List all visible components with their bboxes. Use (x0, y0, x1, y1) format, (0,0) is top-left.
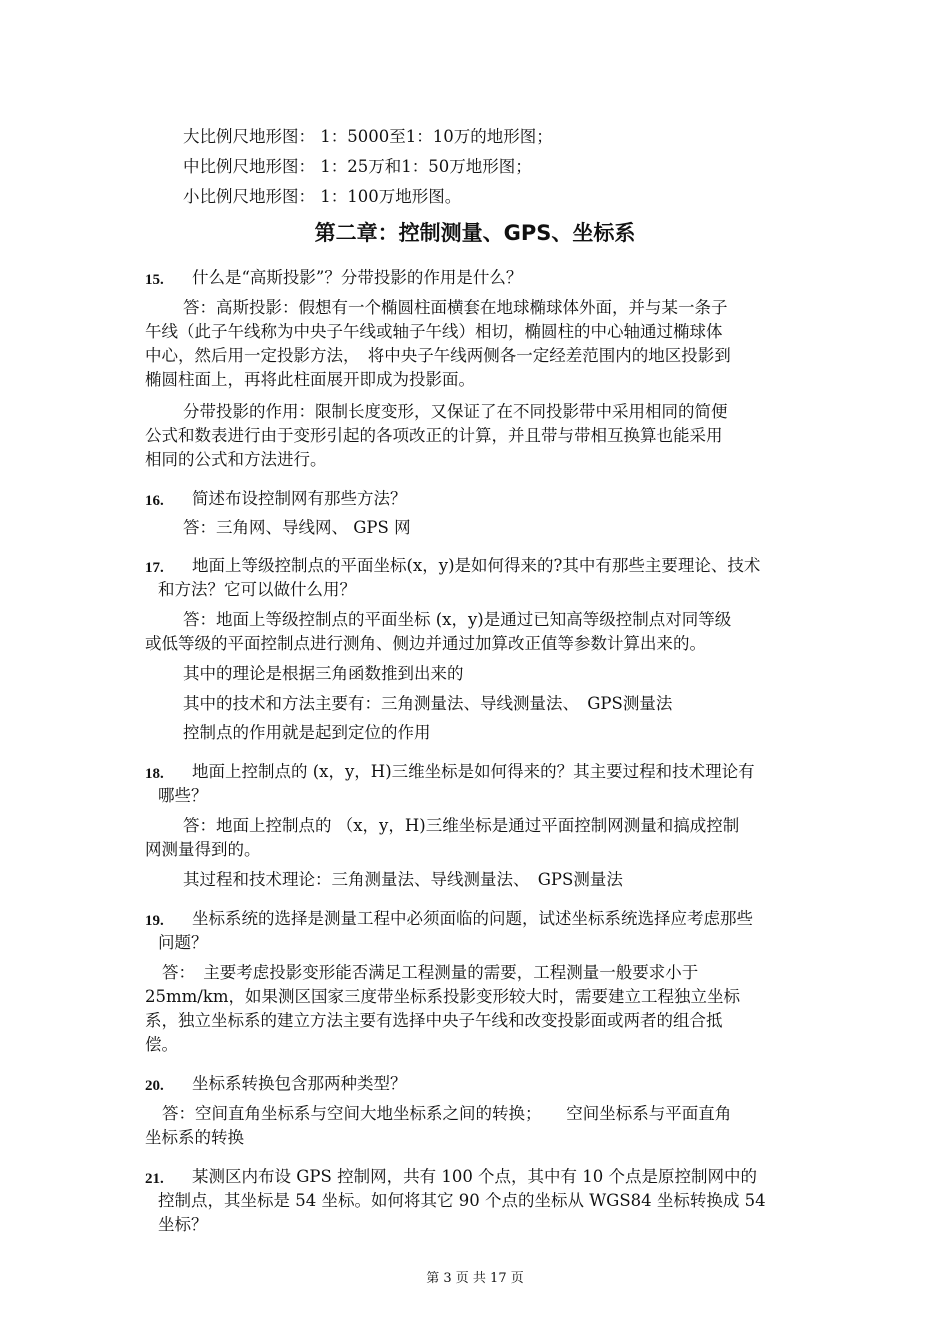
intro-line: 大比例尺地形图： 1：5000至1：10万的地形图； (183, 127, 553, 146)
question-text: 坐标系转换包含那两种类型？ (192, 1074, 407, 1093)
answer-line: 公式和数表进行由于变形引起的各项改正的计算，并且带与带相互换算也能采用 (145, 426, 723, 445)
question-number: 15. (145, 272, 164, 288)
question-text: 某测区内布设 GPS 控制网，共有 100 个点，其中有 10 个点是原控制网中的 (192, 1167, 758, 1186)
answer-line: 其中的理论是根据三角函数推到出来的 (183, 664, 464, 683)
answer-line: 其中的技术和方法主要有：三角测量法、导线测量法、 GPS测量法 (183, 694, 673, 713)
question-number: 19. (145, 913, 164, 929)
question-number: 16. (145, 493, 164, 509)
answer-line: 系，独立坐标系的建立方法主要有选择中央子午线和改变投影面或两者的组合抵 (145, 1011, 723, 1030)
answer-line: 其过程和技术理论：三角测量法、导线测量法、 GPS测量法 (183, 870, 623, 889)
answer-line: 午线（此子午线称为中央子午线或轴子午线）相切，椭圆柱的中心轴通过椭球体 (145, 322, 723, 341)
answer-line: 答：三角网、导线网、 GPS 网 (183, 518, 411, 537)
intro-line: 中比例尺地形图： 1：25万和1：50万地形图； (183, 157, 532, 176)
question-text: 地面上等级控制点的平面坐标(x，y)是如何得来的?其中有那些主要理论、技术 (192, 556, 761, 575)
intro-line: 小比例尺地形图： 1：100万地形图。 (183, 187, 462, 206)
answer-line: 坐标系的转换 (145, 1128, 244, 1147)
question-text: 和方法？它可以做什么用？ (158, 580, 356, 599)
answer-line: 相同的公式和方法进行。 (145, 450, 327, 469)
question-text: 问题？ (158, 933, 208, 952)
answer-line: 答： 主要考虑投影变形能否满足工程测量的需要，工程测量一般要求小于 (162, 963, 699, 982)
question-text: 简述布设控制网有那些方法？ (192, 489, 407, 508)
page-footer: 第 3 页 共 17 页 (426, 1271, 524, 1286)
answer-line: 答：地面上等级控制点的平面坐标 (x，y)是通过已知高等级控制点对同等级 (183, 610, 732, 629)
answer-line: 椭圆柱面上，再将此柱面展开即成为投影面。 (145, 370, 475, 389)
answer-line: 或低等级的平面控制点进行测角、侧边并通过加算改正值等参数计算出来的。 (145, 634, 706, 653)
question-text: 坐标系统的选择是测量工程中必须面临的问题，试述坐标系统选择应考虑那些 (192, 909, 753, 928)
question-number: 21. (145, 1171, 164, 1187)
answer-line: 控制点的作用就是起到定位的作用 (183, 723, 431, 742)
question-number: 18. (145, 766, 164, 782)
answer-line: 偿。 (145, 1035, 178, 1054)
question-text: 地面上控制点的 (x，y，H)三维坐标是如何得来的？其主要过程和技术理论有 (192, 762, 755, 781)
chapter-heading: 第二章：控制测量、GPS、坐标系 (314, 221, 636, 245)
question-text: 坐标？ (158, 1215, 208, 1234)
answer-line: 中心，然后用一定投影方法， 将中央子午线两侧各一定经差范围内的地区投影到 (145, 346, 731, 365)
answer-line: 答：地面上控制点的 （x，y，H)三维坐标是通过平面控制网测量和搞成控制 (183, 816, 740, 835)
question-text: 哪些？ (158, 786, 208, 805)
question-text: 控制点，其坐标是 54 坐标。如何将其它 90 个点的坐标从 WGS84 坐标转换成 54 (158, 1191, 766, 1210)
answer-line: 答：空间直角坐标系与空间大地坐标系之间的转换； 空间坐标系与平面直角 (162, 1104, 732, 1123)
answer-line: 网测量得到的。 (145, 840, 261, 859)
answer-line: 分带投影的作用：限制长度变形，又保证了在不同投影带中采用相同的简便 (183, 402, 728, 421)
question-text: 什么是“高斯投影”？分带投影的作用是什么？ (192, 268, 523, 287)
answer-line: 答：高斯投影：假想有一个椭圆柱面横套在地球椭球体外面，并与某一条子 (183, 298, 728, 317)
question-number: 17. (145, 560, 164, 576)
question-number: 20. (145, 1078, 164, 1094)
answer-line: 25mm/km，如果测区国家三度带坐标系投影变形较大时，需要建立工程独立坐标 (145, 987, 740, 1006)
